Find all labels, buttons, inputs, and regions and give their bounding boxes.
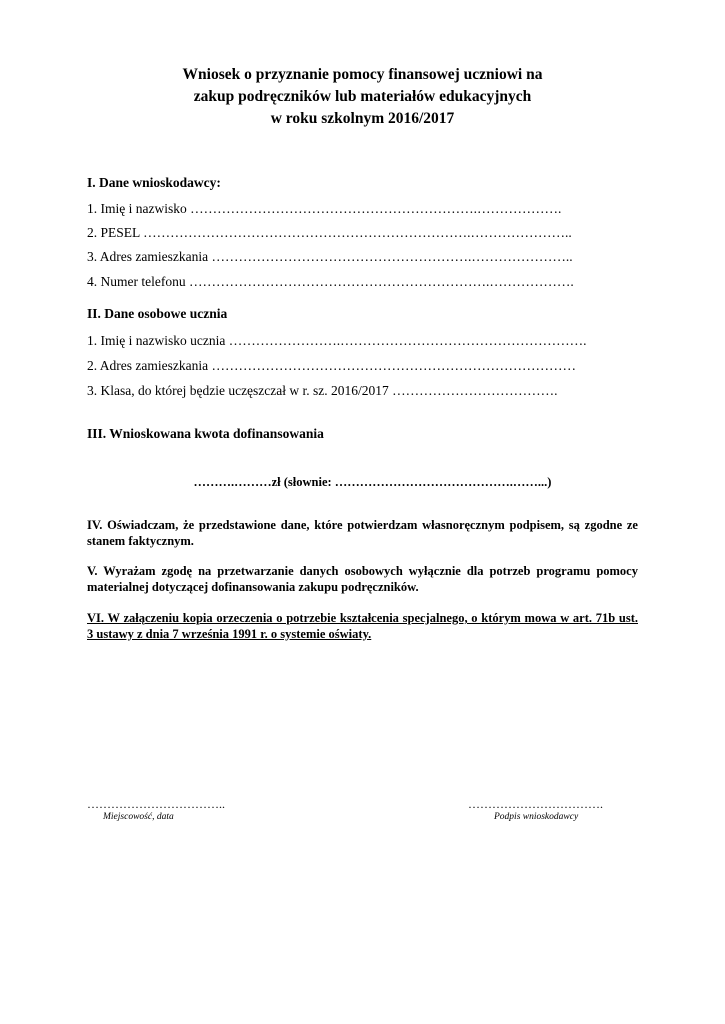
section-2-heading: II. Dane osobowe ucznia — [87, 306, 228, 321]
place-date-caption: Miejscowość, data — [103, 812, 174, 822]
requested-amount-field[interactable]: ……….………zł (słownie: …………………………………….……...) — [193, 475, 552, 489]
title-line-1: Wniosek o przyznanie pomocy finansowej uczniowi na — [182, 66, 543, 83]
section-5-consent: V. Wyrażam zgodę na przetwarzanie danych osobowych wyłącznie dla potrzeb programu pomocy materialnej dotyczącej dofinansowania zakupu podręczników. — [87, 564, 638, 594]
section-3-heading: III. Wnioskowana kwota dofinansowania — [87, 426, 324, 441]
applicant-name-field[interactable]: 1. Imię i nazwisko ……………………………………………………….………………. — [87, 201, 562, 216]
title-line-3: w roku szkolnym 2016/2017 — [270, 110, 455, 127]
student-class-field[interactable]: 3. Klasa, do której będzie uczęszczał w r. sz. 2016/2017 ………………………………. — [87, 383, 558, 398]
student-address-field[interactable]: 2. Adres zamieszkania ……………………………………………………………………… — [87, 358, 576, 373]
applicant-phone-field[interactable]: 4. Numer telefonu ………………………………………………………….………………. — [87, 274, 574, 289]
signature-caption: Podpis wnioskodawcy — [494, 812, 579, 822]
document-title — [0, 64, 725, 130]
applicant-address-field[interactable]: 3. Adres zamieszkania ………………………………………………….………………….. — [87, 249, 573, 264]
signature-line[interactable]: ……………………………. — [468, 797, 603, 811]
applicant-pesel-field[interactable]: 2. PESEL ……………………………………………………………….………………….. — [87, 225, 572, 240]
section-1-heading: I. Dane wnioskodawcy: — [87, 175, 221, 190]
student-name-field[interactable]: 1. Imię i nazwisko ucznia …………………….………………………………………………. — [87, 333, 587, 348]
place-date-line[interactable]: …………………………….. — [87, 797, 225, 811]
title-line-2: zakup podręczników lub materiałów edukacyjnych — [193, 88, 532, 105]
section-6-attachment: VI. W załączeniu kopia orzeczenia o potrzebie kształcenia specjalnego, o którym mowa w art. 71b ust. 3 ustawy z dnia 7 września 1991 r. o systemie oświaty. — [87, 611, 638, 641]
section-4-declaration: IV. Oświadczam, że przedstawione dane, które potwierdzam własnoręcznym podpisem, są zgodne ze stanem faktycznym. — [87, 518, 638, 548]
